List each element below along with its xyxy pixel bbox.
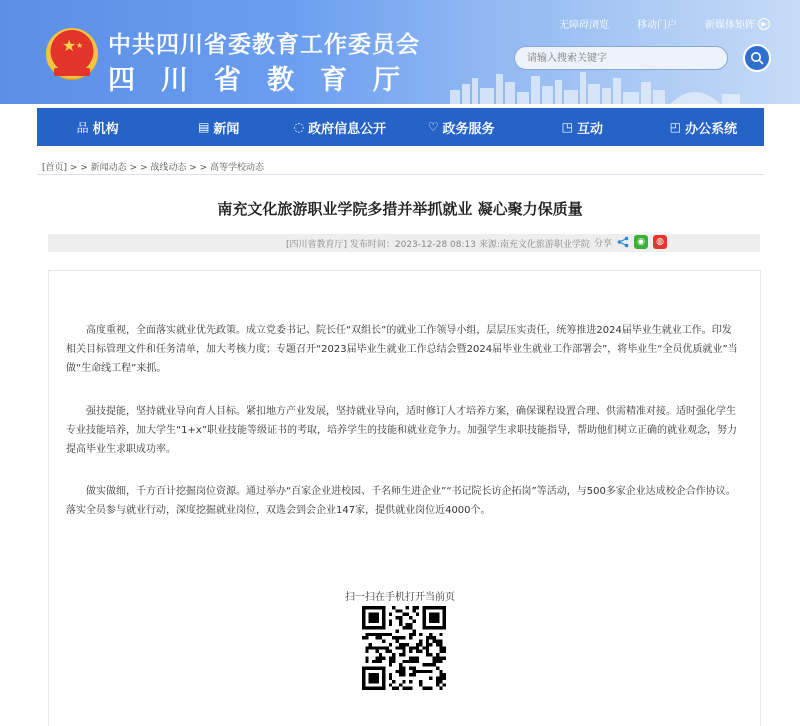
- search-input[interactable]: [514, 46, 728, 70]
- accessibility-link[interactable]: 无障碍浏览: [559, 20, 609, 31]
- qr-code: [362, 606, 446, 690]
- org-chart-icon: 品: [76, 120, 89, 135]
- main-nav: [37, 108, 764, 146]
- city-skyline-graphic: [450, 70, 740, 104]
- search-icon: [750, 51, 764, 65]
- new-media-link[interactable]: [705, 16, 770, 31]
- article-meta-bar: [48, 234, 760, 252]
- wechat-icon[interactable]: ◉: [634, 235, 648, 249]
- article-title: 南充文化旅游职业学院多措并举抓就业 凝心聚力保质量: [217, 200, 583, 218]
- search-button[interactable]: [743, 44, 771, 72]
- weibo-icon[interactable]: ◍: [653, 235, 667, 249]
- share-label: 分享: [594, 238, 613, 249]
- divider: [37, 174, 764, 175]
- play-circle-icon: ▶: [758, 18, 770, 30]
- org-title: 中共四川省委教育工作委员会: [108, 32, 420, 58]
- nav-label: 政府信息公开: [308, 121, 387, 137]
- top-links: [559, 16, 770, 31]
- article-paragraph: 做实做细，千方百计挖掘岗位资源。通过举办“百家企业进校园、千名师生进企业”“书记院长访企拓岗”等活动，与500多家企业达成校企合作协议。落实全员参与就业行动，深度挖掘就业岗位，双选会到会企业147家，提供就业岗位近4000个。: [66, 486, 736, 516]
- article-paragraph: 高度重视，全面落实就业优先政策。成立党委书记、院长任“双组长”的就业工作领导小组，层层压实责任，统筹推进2024届毕业生就业工作。印发相关目标管理文件和任务清单，加大考核力度；专题召开“2023届毕业生就业工作总结会暨2024届毕业生就业工作部署会”，将毕业生“全员优质就业”当做“生命线工程”来抓。: [66, 325, 738, 374]
- nav-label: 办公系统: [685, 121, 738, 137]
- share-icon[interactable]: [617, 236, 629, 248]
- qr-caption: 扫一扫在手机打开当前页: [345, 592, 455, 603]
- nav-label: 互动: [576, 121, 603, 137]
- nav-item-office[interactable]: [643, 108, 764, 146]
- message-icon: ◳: [561, 120, 573, 134]
- article-meta: [四川省教育厅] 发布时间：2023-12-28 08:13 来源:南充文化旅游职业学院: [286, 240, 590, 250]
- nav-item-interaction[interactable]: [522, 108, 643, 146]
- nav-label: 机构: [92, 121, 119, 137]
- monitor-icon: ◰: [669, 120, 682, 134]
- share-bar: [594, 235, 667, 249]
- breadcrumb[interactable]: [首页] > > 新闻动态 > > 战线动态 > > 高等学校动态: [42, 163, 265, 173]
- news-icon: ▤: [198, 120, 210, 134]
- site-header: [0, 0, 800, 104]
- nav-item-services[interactable]: [401, 108, 522, 146]
- org-subtitle: 四川省教育厅: [108, 65, 426, 96]
- new-media-label: 新媒体矩阵: [705, 20, 755, 31]
- nav-item-organization[interactable]: [37, 108, 158, 146]
- nav-label: 政务服务: [442, 121, 495, 137]
- nav-item-news[interactable]: [158, 108, 279, 146]
- national-emblem-logo: ★ ★: [46, 28, 98, 80]
- article-paragraph: 强技提能，坚持就业导向育人目标。紧扣地方产业发展，坚持就业导向，适时修订人才培养方案，确保课程设置合理、供需精准对接。适时强化学生专业技能培养，加大学生“1+x”职业技能等级证书的考取，培养学生的技能和就业竞争力。加强学生求职技能指导，帮助他们树立正确的就业观念，努力提高毕业生求职成功率。: [66, 406, 738, 455]
- mobile-portal-link[interactable]: 移动门户: [637, 20, 677, 31]
- heart-icon: ♡: [427, 120, 439, 134]
- nav-item-gov-info[interactable]: [279, 108, 400, 146]
- chat-icon: ◌: [293, 120, 305, 134]
- nav-label: 新闻: [213, 121, 240, 137]
